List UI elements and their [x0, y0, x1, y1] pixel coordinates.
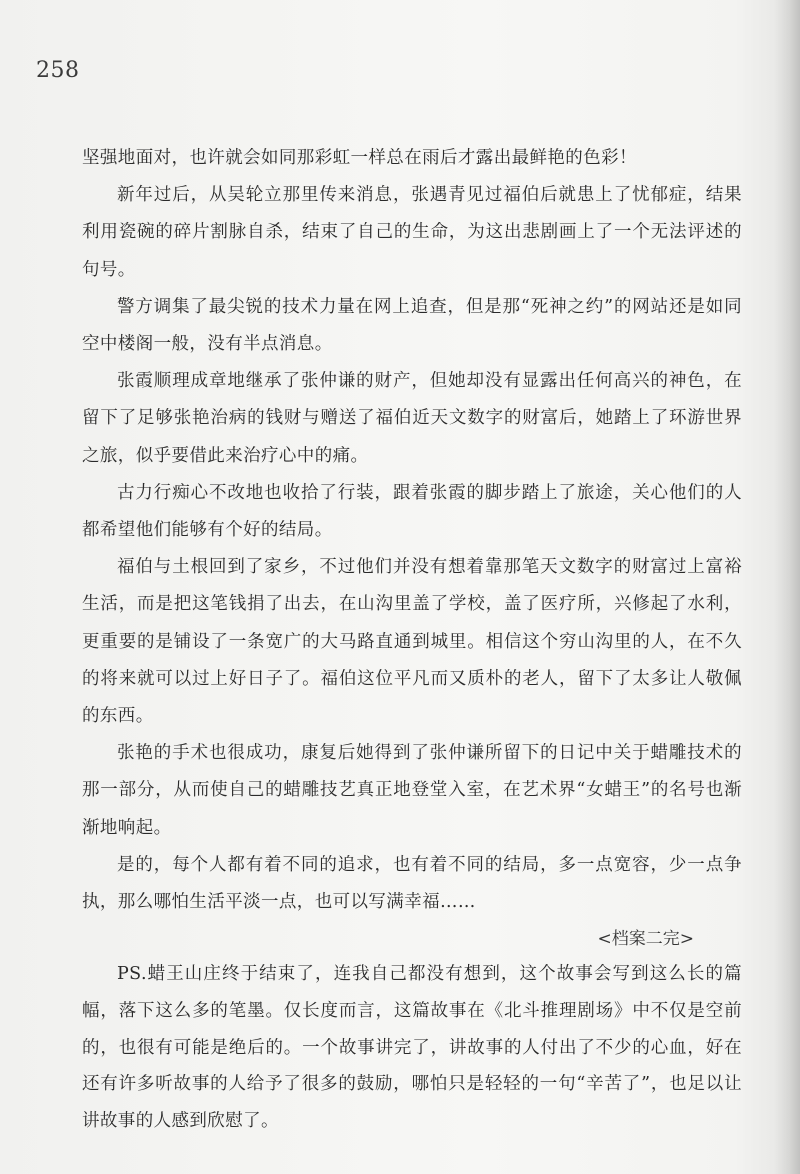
paragraph: 福伯与土根回到了家乡，不过他们并没有想着靠那笔天文数字的财富过上富裕生活，而是把这笔钱捐了出去，在山沟里盖了学校，盖了医疗所，兴修起了水利，更重要的是铺设了一条宽广的大马路直通到城里。相信这个穷山沟里的人，在不久的将来就可以过上好日子了。福伯这位平凡而又质朴的老人，留下了太多让人敬佩的东西。	[82, 557, 742, 727]
paragraph: 警方调集了最尖锐的技术力量在网上追查，但是那“死神之约”的网站还是如同空中楼阁一般，没有半点消息。	[82, 296, 742, 355]
body-text	[82, 140, 742, 958]
page-number: 258	[36, 58, 80, 83]
paragraph: 新年过后，从吴轮立那里传来消息，张遇青见过福伯后就患上了忧郁症，结果利用瓷碗的碎片割脉自杀，结束了自己的生命，为这出悲剧画上了一个无法评述的句号。	[82, 185, 742, 280]
paragraph: 张艳的手术也很成功，康复后她得到了张仲谦所留下的日记中关于蜡雕技术的那一部分，从而使自己的蜡雕技艺真正地登堂入室，在艺术界“女蜡王”的名号也渐渐地响起。	[82, 743, 742, 838]
paragraph: 张霞顺理成章地继承了张仲谦的财产，但她却没有显露出任何高兴的神色，在留下了足够张艳治病的钱财与赠送了福伯近天文数字的财富后，她踏上了环游世界之旅，似乎要借此来治疗心中的痛。	[82, 371, 742, 466]
chapter-end-mark: <档案二完>	[597, 929, 694, 950]
postscript-paragraph: PS.蜡王山庄终于结束了，连我自己都没有想到，这个故事会写到这么长的篇幅，落下这么多的笔墨。仅长度而言，这篇故事在《北斗推理剧场》中不仅是空前的，也很有可能是绝后的。一个故事讲完了，讲故事的人付出了不少的心血，好在还有许多听故事的人给予了很多的鼓励，哪怕只是轻轻的一句“辛苦了”，也足以让讲故事的人感到欣慰了。	[82, 964, 742, 1132]
page-edge-shadow	[774, 0, 800, 1174]
paragraph-continuation: 坚强地面对，也许就会如同那彩虹一样总在雨后才露出最鲜艳的色彩！	[82, 148, 637, 168]
postscript-section	[82, 956, 742, 1140]
paragraph: 古力行痴心不改地也收拾了行装，跟着张霞的脚步踏上了旅途，关心他们的人都希望他们能够有个好的结局。	[82, 482, 742, 541]
paragraph: 是的，每个人都有着不同的追求，也有着不同的结局，多一点宽容，少一点争执，那么哪怕生活平淡一点，也可以写满幸福……	[82, 854, 742, 913]
